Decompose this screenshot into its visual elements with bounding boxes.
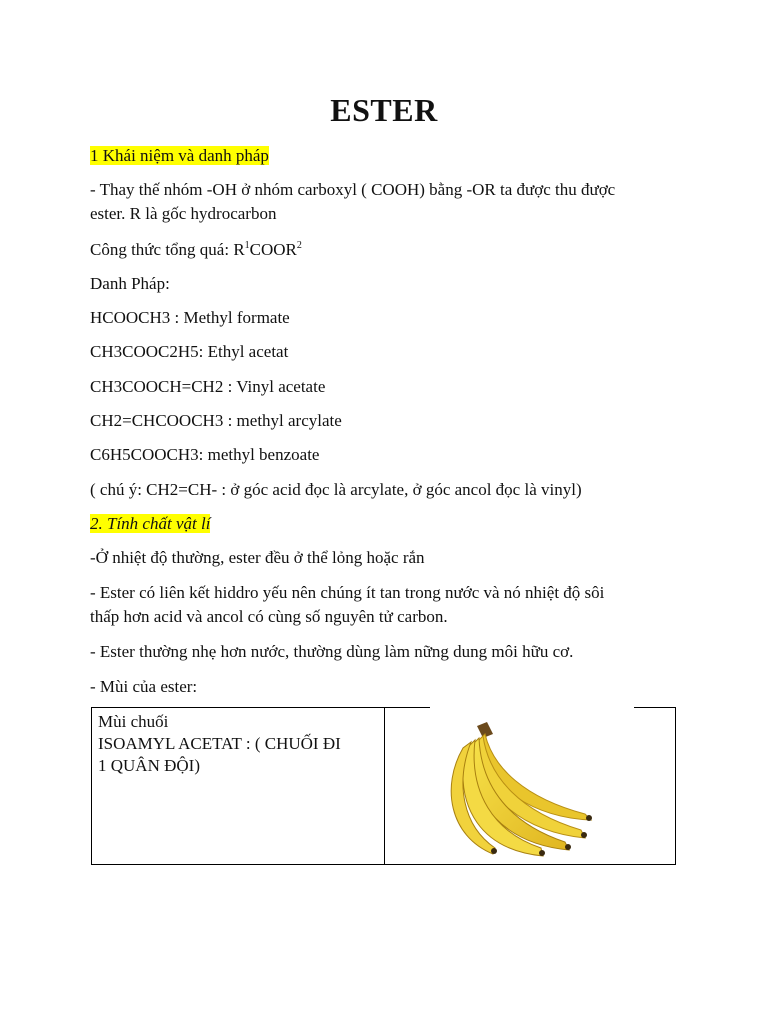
ester-name-line-1: ISOAMYL ACETAT : ( CHUỐI ĐI	[98, 734, 341, 753]
property-line: thấp hơn acid và ancol có cùng số nguyên tử carbon.	[90, 607, 448, 626]
general-formula: Công thức tổng quá: $R^1COOR^2$	[90, 240, 302, 259]
example-line: C6H5COOCH3: methyl benzoate	[90, 445, 320, 464]
note-line: ( chú ý: CH2=CH- : ở góc acid đọc là arcylate, ở góc ancol đọc là vinyl)	[90, 480, 582, 499]
border-gap	[430, 704, 634, 710]
definition-line-1: - Thay thế nhóm -OH ở nhóm carboxyl ( COOH) bằng -OR ta được thu được	[90, 180, 616, 199]
example-line: HCOOCH3 : Methyl formate	[90, 308, 290, 327]
example-line: CH2=CHCOOCH3 : methyl arcylate	[90, 411, 342, 430]
property-line: - Mùi của ester:	[90, 677, 198, 696]
smell-table	[91, 707, 676, 865]
definition-line-2: ester. R là gốc hydrocarbon	[90, 204, 277, 223]
section-heading-2: 2. Tính chất vật lí	[90, 514, 211, 533]
property-line: - Ester thường nhẹ hơn nước, thường dùng làm nững dung môi hữu cơ.	[90, 642, 574, 661]
section-heading-1: 1 Khái niệm và danh pháp	[90, 146, 269, 165]
property-line: -Ở nhiệt độ thường, ester đều ở thể lỏng hoặc rắn	[90, 548, 425, 567]
page-title: ESTER	[330, 92, 438, 128]
banana-image	[385, 708, 675, 864]
nomenclature-label: Danh Pháp:	[90, 274, 170, 293]
smell-name: Mùi chuối	[98, 712, 169, 731]
example-line: CH3COOC2H5: Ethyl acetat	[90, 342, 289, 361]
example-line: CH3COOCH=CH2 : Vinyl acetate	[90, 377, 326, 396]
ester-name-line-2: 1 QUÂN ĐỘI)	[98, 756, 200, 775]
property-line: - Ester có liên kết hiddro yếu nên chúng ít tan trong nước và nó nhiệt độ sôi	[90, 583, 605, 602]
table-cell-text	[92, 708, 385, 864]
table-cell-image	[385, 708, 675, 864]
